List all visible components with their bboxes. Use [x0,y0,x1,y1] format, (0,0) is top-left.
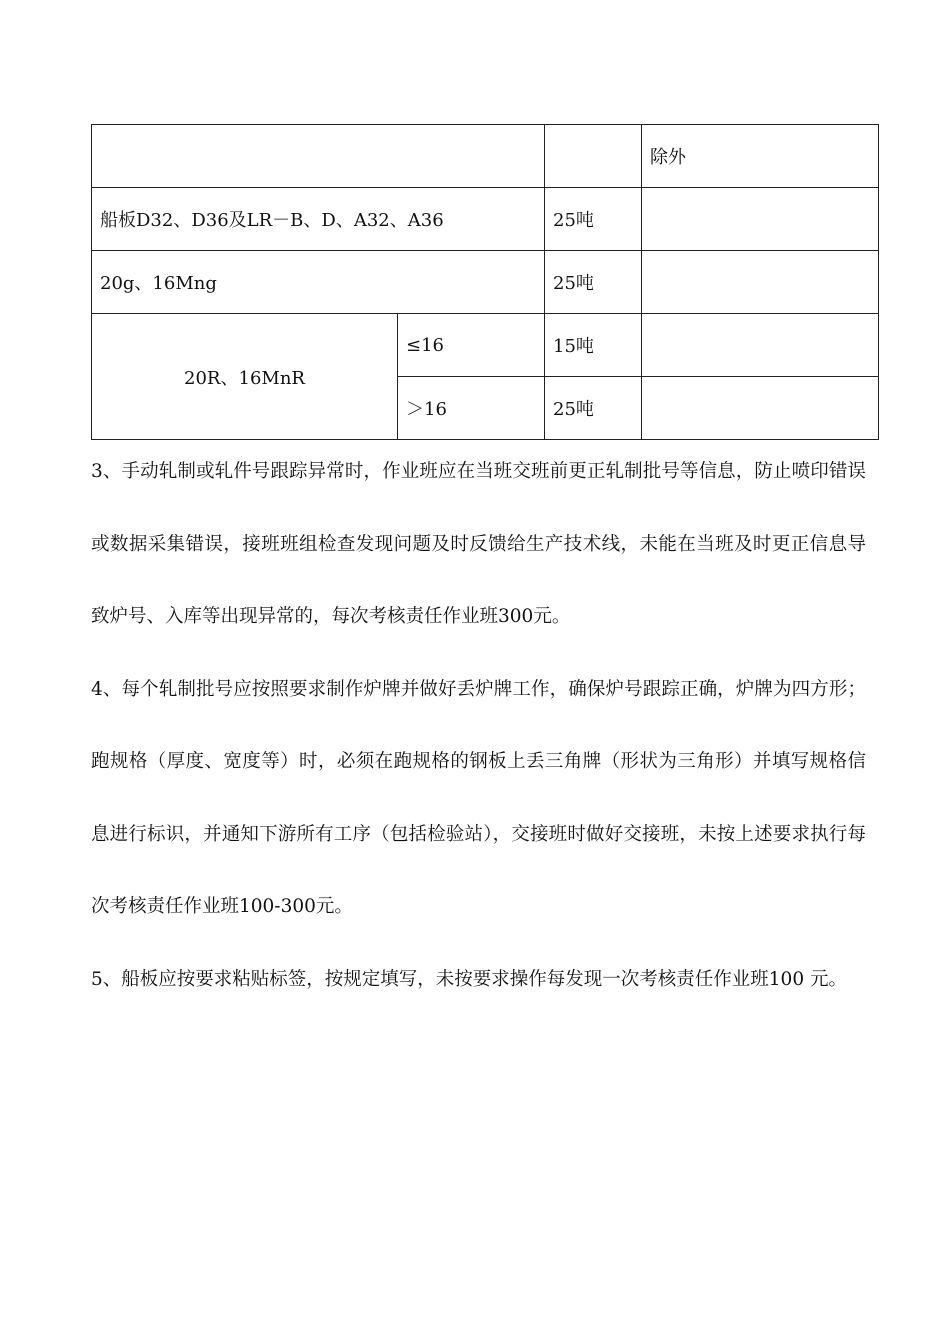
paragraph-5: 5、船板应按要求粘贴标签，按规定填写，未按要求操作每发现一次考核责任作业班100 元。 [91,968,847,990]
table-cell-qty: 25吨 [545,377,642,440]
table-row [92,188,879,251]
table-cell-qty: 15吨 [545,314,642,377]
table-cell-thickness: ＞16 [398,377,545,440]
table-cell-note [642,251,879,314]
table-cell-thickness: ≤16 [398,314,545,377]
table-row [92,251,879,314]
paragraph-3: 3、手动轧制或轧件号跟踪异常时，作业班应在当班交班前更正轧制批号等信息，防止喷印错误或数据采集错误，接班班组检查发现问题及时反馈给生产技术线，未能在当班及时更正信息导致炉号、入库等出现异常的，每次考核责任作业班300元。 [91,461,866,627]
table-cell: 除外 [642,125,879,188]
table-cell-qty: 25吨 [545,251,642,314]
table-row [92,314,879,377]
spec-table [91,124,879,440]
table-row [92,125,879,188]
table-cell-grade: 20R、16MnR [92,314,398,440]
table-cell [92,125,545,188]
table-cell-note [642,377,879,440]
table-cell-note [642,314,879,377]
document-body [91,436,866,1016]
table-cell-grade: 船板D32、D36及LR－B、D、A32、A36 [92,188,545,251]
table-cell-note [642,188,879,251]
paragraph-4: 4、每个轧制批号应按照要求制作炉牌并做好丢炉牌工作，确保炉号跟踪正确，炉牌为四方形；跑规格（厚度、宽度等）时，必须在跑规格的钢板上丢三角牌（形状为三角形）并填写规格信息进行标识，并通知下游所有工序（包括检验站），交接班时做好交接班，未按上述要求执行每次考核责任作业班100-300元。 [91,678,866,917]
table-cell [545,125,642,188]
table-cell-grade: 20g、16Mng [92,251,545,314]
table-cell-qty: 25吨 [545,188,642,251]
